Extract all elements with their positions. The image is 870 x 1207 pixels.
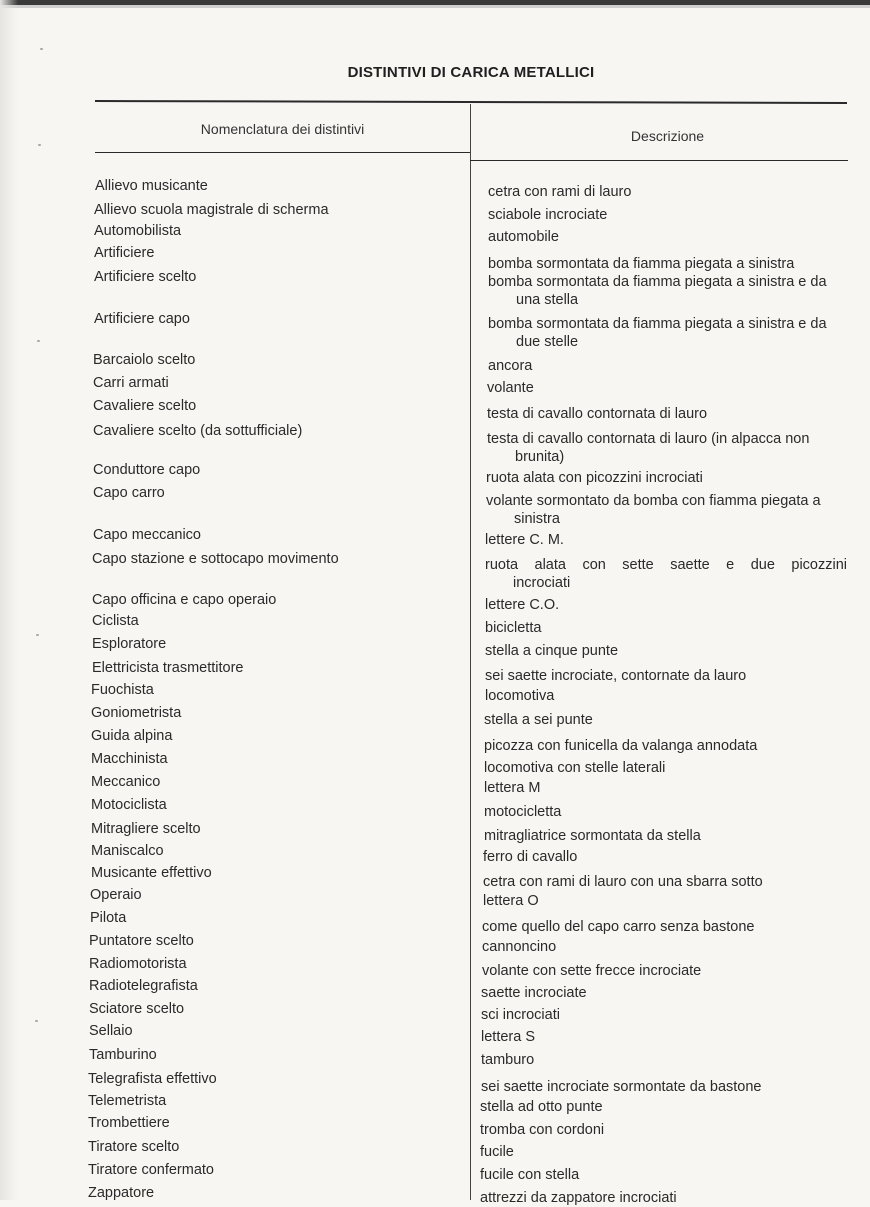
badge-name: Artificiere scelto: [94, 269, 197, 285]
badge-name: Capo stazione e sottocapo movimento: [92, 551, 339, 567]
badge-name: Guida alpina: [91, 728, 173, 744]
badge-description: [481, 984, 587, 1002]
header-rule-left: [95, 152, 470, 153]
badge-name: Operaio: [90, 887, 142, 903]
badge-description: [485, 556, 847, 592]
description-line: attrezzi da zappatore incrociati: [480, 1190, 677, 1206]
badge-description: [480, 1143, 514, 1161]
badge-name: Telegrafista effettivo: [88, 1071, 217, 1087]
description-line: bomba sormontata da fiamma piegata a sinistra: [488, 256, 795, 272]
badge-name: Mitragliere scelto: [91, 821, 201, 837]
binding-shadow: [0, 0, 18, 1200]
badge-name: Maniscalco: [91, 843, 164, 859]
description-continuation: brunita): [515, 449, 565, 465]
description-line: testa di cavallo contornata di lauro: [487, 406, 708, 422]
badge-name: Tiratore confermato: [88, 1162, 214, 1178]
badge-description: [485, 687, 554, 705]
description-line: motocicletta: [484, 804, 562, 820]
column-header-description: Descrizione: [630, 128, 705, 144]
badge-description: [484, 803, 561, 821]
description-line: stella a sei punte: [484, 712, 593, 728]
badge-description: [484, 711, 593, 729]
description-line: sciabole incrociate: [488, 207, 608, 223]
badge-description: [480, 1189, 677, 1207]
description-line: cetra con rami di lauro con una sbarra sotto: [483, 874, 763, 890]
scan-speck: [37, 340, 40, 342]
badge-name: Artificiere: [94, 245, 155, 261]
description-line: lettera S: [481, 1029, 535, 1045]
badge-name: Barcaiolo scelto: [93, 352, 196, 368]
badge-description: [481, 1028, 535, 1046]
badge-description: [488, 255, 794, 273]
badge-name: Capo meccanico: [93, 527, 201, 543]
description-line: ruota alata con picozzini incrociati: [486, 470, 703, 486]
badge-name: Carri armati: [93, 375, 169, 391]
description-line: volante: [487, 380, 534, 396]
badge-name: Capo carro: [93, 485, 165, 501]
description-continuation: incrociati: [513, 575, 571, 591]
badge-name: Radiotelegrafista: [89, 978, 198, 994]
badge-description: [485, 596, 559, 614]
badge-name: Sciatore scelto: [89, 1001, 185, 1017]
badge-description: [481, 1051, 534, 1069]
description-line: bicicletta: [485, 620, 542, 636]
description-line: locomotiva: [485, 688, 555, 704]
badge-name: Trombettiere: [88, 1115, 170, 1131]
badge-name: Ciclista: [92, 613, 139, 629]
description-line: ancora: [488, 358, 533, 374]
badge-description: [482, 918, 754, 936]
badge-description: [484, 737, 757, 755]
badge-description: [484, 827, 701, 845]
badge-description: [480, 1166, 579, 1184]
badge-name: Sellaio: [89, 1023, 133, 1039]
description-line: come quello del capo carro senza bastone: [482, 919, 755, 935]
page-top-edge-shade: [0, 5, 870, 8]
badge-name: Radiomotorista: [89, 956, 187, 972]
description-continuation: sinistra: [514, 511, 560, 527]
badge-description: [483, 892, 539, 910]
badge-name: Goniometrista: [91, 705, 182, 721]
badge-description: [488, 315, 827, 351]
badge-name: Pilota: [90, 910, 127, 926]
description-line: tromba con cordoni: [480, 1122, 605, 1138]
badge-name: Cavaliere scelto (da sottufficiale): [93, 423, 303, 439]
description-line: lettera O: [483, 893, 539, 909]
badge-name: Tiratore scelto: [88, 1139, 180, 1155]
badge-name: Zappatore: [88, 1185, 155, 1201]
badge-name: Musicante effettivo: [91, 865, 212, 881]
description-line: fucile: [480, 1144, 514, 1160]
badge-description: [486, 469, 703, 487]
badge-description: [488, 357, 532, 375]
badge-description: [482, 938, 556, 956]
badge-description: [487, 379, 534, 397]
badge-name: Puntatore scelto: [89, 933, 194, 949]
badge-description: [486, 492, 821, 528]
page-title: DISTINTIVI DI CARICA METALLICI: [347, 64, 595, 81]
scan-speck: [38, 144, 41, 146]
badge-description: [487, 430, 809, 466]
badge-description: [488, 206, 607, 224]
badge-description: [487, 405, 707, 423]
description-line: ruota alata con sette saette e due picozzini: [485, 557, 847, 573]
badge-name: Esploratore: [92, 636, 167, 652]
badge-name: Meccanico: [91, 774, 161, 790]
badge-name: Artificiere capo: [94, 311, 190, 327]
badge-name: Allievo musicante: [95, 178, 208, 194]
description-line: picozza con funicella da valanga annodata: [484, 738, 758, 754]
badge-description: [481, 1006, 560, 1024]
description-line: fucile con stella: [480, 1167, 580, 1183]
badge-name: Macchinista: [91, 751, 168, 767]
description-line: volante con sette frecce incrociate: [482, 963, 702, 979]
badge-name: Fuochista: [91, 682, 154, 698]
badge-description: [480, 1121, 604, 1139]
description-continuation: una stella: [516, 292, 579, 308]
badge-name: Motociclista: [91, 797, 167, 813]
badge-description: [481, 1078, 762, 1096]
description-line: bomba sormontata da fiamma piegata a sinistra e da: [488, 274, 827, 290]
description-line: tamburo: [481, 1052, 535, 1068]
badge-description: [484, 779, 540, 797]
description-line: saette incrociate: [481, 985, 587, 1001]
description-line: cannoncino: [482, 939, 557, 955]
badge-name: Cavaliere scelto: [93, 398, 197, 414]
scan-speck: [36, 634, 39, 636]
description-line: stella ad otto punte: [480, 1099, 603, 1115]
badge-description: [483, 848, 577, 866]
column-header-nomenclature: Nomenclatura dei distintivi: [200, 121, 365, 137]
header-rule-right: [470, 160, 848, 161]
badge-description: [488, 183, 631, 201]
badge-description: [480, 1098, 603, 1116]
badge-name: Automobilista: [94, 223, 182, 239]
description-line: bomba sormontata da fiamma piegata a sinistra e da: [488, 316, 827, 332]
description-line: locomotiva con stelle laterali: [484, 760, 666, 776]
description-line: testa di cavallo contornata di lauro (in alpacca non: [487, 431, 810, 447]
badge-name: Elettricista trasmettitore: [92, 660, 244, 676]
badge-description: [485, 667, 746, 685]
badge-description: [485, 531, 564, 549]
badge-description: [484, 759, 665, 777]
badge-name: Telemetrista: [88, 1093, 167, 1109]
description-continuation: due stelle: [516, 334, 579, 350]
badge-description: [483, 873, 763, 891]
description-line: automobile: [488, 229, 559, 245]
badge-name: Allievo scuola magistrale di scherma: [94, 202, 329, 218]
description-line: mitragliatrice sormontata da stella: [484, 828, 701, 844]
description-line: sci incrociati: [481, 1007, 560, 1023]
description-line: lettere C.O.: [485, 597, 560, 613]
scan-speck: [40, 48, 43, 50]
badge-description: [485, 642, 618, 660]
description-line: stella a cinque punte: [485, 643, 619, 659]
badge-description: [488, 273, 827, 309]
description-line: cetra con rami di lauro: [488, 184, 632, 200]
badge-description: [482, 962, 701, 980]
badge-name: Conduttore capo: [93, 462, 201, 478]
badge-description: [488, 228, 559, 246]
column-divider: [470, 104, 471, 1200]
description-line: lettera M: [484, 780, 541, 796]
description-line: sei saette incrociate sormontate da bastone: [481, 1079, 762, 1095]
badge-name: Tamburino: [89, 1047, 157, 1063]
description-line: lettere C. M.: [485, 532, 564, 548]
badge-description: [485, 619, 541, 637]
badge-name: Capo officina e capo operaio: [92, 592, 277, 608]
description-line: ferro di cavallo: [483, 849, 578, 865]
scan-speck: [35, 1020, 38, 1022]
description-line: sei saette incrociate, contornate da lauro: [485, 668, 747, 684]
description-line: volante sormontato da bomba con fiamma piegata a: [486, 493, 821, 509]
